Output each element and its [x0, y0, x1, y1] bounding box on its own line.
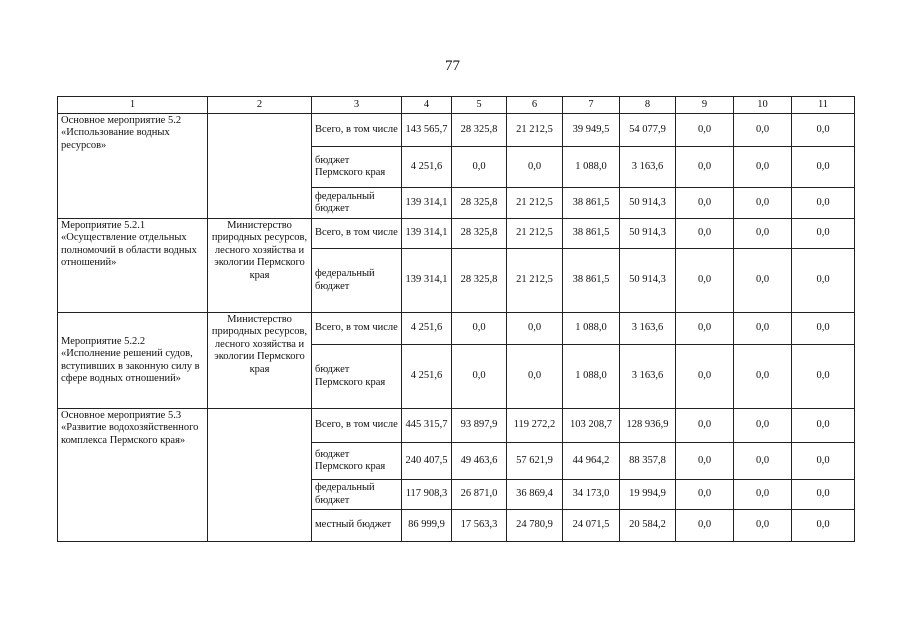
value-cell-col-5: 93 897,9 [452, 409, 507, 443]
value-cell-col-7: 24 071,5 [563, 510, 620, 542]
measure-name-cell: Основное мероприятие 5.3 «Развитие водохозяйственного комплекса Пермского края» [58, 409, 208, 542]
value-cell-col-8: 3 163,6 [620, 345, 676, 409]
budget-table [57, 96, 855, 542]
value-cell-col-9: 0,0 [676, 510, 734, 542]
funding-source-cell: местный бюджет [312, 510, 402, 542]
value-cell-col-9: 0,0 [676, 219, 734, 249]
value-cell-col-7: 1 088,0 [563, 345, 620, 409]
value-cell-col-11: 0,0 [792, 345, 855, 409]
funding-source-cell: федеральный бюджет [312, 188, 402, 219]
value-cell-col-5: 28 325,8 [452, 249, 507, 313]
value-cell-col-5: 0,0 [452, 313, 507, 345]
executor-cell: Министерство природных ресурсов, лесного хозяйства и экологии Пермского края [208, 219, 312, 313]
value-cell-col-6: 21 212,5 [507, 249, 563, 313]
funding-source-cell: бюджет Пермского края [312, 443, 402, 480]
value-cell-col-9: 0,0 [676, 409, 734, 443]
value-cell-col-5: 0,0 [452, 345, 507, 409]
value-cell-col-10: 0,0 [734, 480, 792, 510]
value-cell-col-8: 19 994,9 [620, 480, 676, 510]
value-cell-col-11: 0,0 [792, 443, 855, 480]
funding-source-cell: бюджет Пермского края [312, 147, 402, 188]
value-cell-col-8: 54 077,9 [620, 114, 676, 147]
value-cell-col-9: 0,0 [676, 313, 734, 345]
value-cell-col-11: 0,0 [792, 409, 855, 443]
funding-source-cell: Всего, в том числе [312, 219, 402, 249]
value-cell-col-4: 117 908,3 [402, 480, 452, 510]
value-cell-col-8: 20 584,2 [620, 510, 676, 542]
value-cell-col-5: 0,0 [452, 147, 507, 188]
value-cell-col-6: 36 869,4 [507, 480, 563, 510]
value-cell-col-6: 0,0 [507, 345, 563, 409]
column-header-5: 5 [452, 97, 507, 114]
funding-source-cell: федеральный бюджет [312, 480, 402, 510]
value-cell-col-4: 4 251,6 [402, 147, 452, 188]
funding-source-cell: Всего, в том числе [312, 409, 402, 443]
value-cell-col-7: 103 208,7 [563, 409, 620, 443]
column-header-6: 6 [507, 97, 563, 114]
value-cell-col-10: 0,0 [734, 443, 792, 480]
value-cell-col-6: 0,0 [507, 147, 563, 188]
measure-name-cell: Основное мероприятие 5.2 «Использование водных ресурсов» [58, 114, 208, 219]
measure-name-cell: Мероприятие 5.2.1 «Осуществление отдельных полномочий в области водных отношений» [58, 219, 208, 313]
table-header [58, 97, 855, 114]
funding-source-cell: Всего, в том числе [312, 114, 402, 147]
value-cell-col-4: 445 315,7 [402, 409, 452, 443]
value-cell-col-5: 49 463,6 [452, 443, 507, 480]
value-cell-col-8: 3 163,6 [620, 147, 676, 188]
value-cell-col-9: 0,0 [676, 345, 734, 409]
value-cell-col-6: 24 780,9 [507, 510, 563, 542]
value-cell-col-7: 39 949,5 [563, 114, 620, 147]
value-cell-col-8: 3 163,6 [620, 313, 676, 345]
value-cell-col-10: 0,0 [734, 249, 792, 313]
value-cell-col-10: 0,0 [734, 147, 792, 188]
value-cell-col-5: 28 325,8 [452, 114, 507, 147]
value-cell-col-6: 0,0 [507, 313, 563, 345]
executor-cell: Министерство природных ресурсов, лесного хозяйства и экологии Пермского края [208, 313, 312, 409]
column-header-8: 8 [620, 97, 676, 114]
value-cell-col-8: 88 357,8 [620, 443, 676, 480]
table-body [58, 114, 855, 542]
value-cell-col-11: 0,0 [792, 219, 855, 249]
header-row [58, 97, 855, 114]
value-cell-col-11: 0,0 [792, 249, 855, 313]
value-cell-col-6: 21 212,5 [507, 114, 563, 147]
value-cell-col-9: 0,0 [676, 188, 734, 219]
value-cell-col-10: 0,0 [734, 409, 792, 443]
page-number: 77 [445, 58, 460, 74]
value-cell-col-10: 0,0 [734, 188, 792, 219]
value-cell-col-7: 1 088,0 [563, 313, 620, 345]
column-header-4: 4 [402, 97, 452, 114]
column-header-7: 7 [563, 97, 620, 114]
value-cell-col-6: 57 621,9 [507, 443, 563, 480]
value-cell-col-11: 0,0 [792, 147, 855, 188]
measure-name-cell: Мероприятие 5.2.2 «Исполнение решений судов, вступивших в законную силу в сфере водных отношений» [58, 313, 208, 409]
value-cell-col-11: 0,0 [792, 480, 855, 510]
value-cell-col-9: 0,0 [676, 249, 734, 313]
column-header-11: 11 [792, 97, 855, 114]
value-cell-col-7: 38 861,5 [563, 188, 620, 219]
value-cell-col-10: 0,0 [734, 114, 792, 147]
executor-cell [208, 114, 312, 219]
value-cell-col-11: 0,0 [792, 510, 855, 542]
value-cell-col-5: 28 325,8 [452, 188, 507, 219]
value-cell-col-10: 0,0 [734, 510, 792, 542]
value-cell-col-5: 17 563,3 [452, 510, 507, 542]
value-cell-col-11: 0,0 [792, 188, 855, 219]
value-cell-col-4: 4 251,6 [402, 313, 452, 345]
value-cell-col-7: 38 861,5 [563, 219, 620, 249]
value-cell-col-4: 139 314,1 [402, 188, 452, 219]
executor-cell [208, 409, 312, 542]
value-cell-col-4: 143 565,7 [402, 114, 452, 147]
value-cell-col-7: 34 173,0 [563, 480, 620, 510]
value-cell-col-6: 119 272,2 [507, 409, 563, 443]
value-cell-col-9: 0,0 [676, 443, 734, 480]
value-cell-col-4: 240 407,5 [402, 443, 452, 480]
column-header-2: 2 [208, 97, 312, 114]
funding-source-cell: Всего, в том числе [312, 313, 402, 345]
table-row [58, 114, 855, 147]
value-cell-col-11: 0,0 [792, 313, 855, 345]
value-cell-col-8: 128 936,9 [620, 409, 676, 443]
column-header-3: 3 [312, 97, 402, 114]
value-cell-col-7: 38 861,5 [563, 249, 620, 313]
value-cell-col-7: 1 088,0 [563, 147, 620, 188]
column-header-1: 1 [58, 97, 208, 114]
value-cell-col-4: 139 314,1 [402, 219, 452, 249]
column-header-9: 9 [676, 97, 734, 114]
funding-source-cell: бюджет Пермского края [312, 345, 402, 409]
value-cell-col-9: 0,0 [676, 147, 734, 188]
value-cell-col-10: 0,0 [734, 313, 792, 345]
value-cell-col-11: 0,0 [792, 114, 855, 147]
value-cell-col-8: 50 914,3 [620, 188, 676, 219]
value-cell-col-5: 26 871,0 [452, 480, 507, 510]
value-cell-col-6: 21 212,5 [507, 219, 563, 249]
funding-source-cell: федеральный бюджет [312, 249, 402, 313]
value-cell-col-7: 44 964,2 [563, 443, 620, 480]
column-header-10: 10 [734, 97, 792, 114]
value-cell-col-9: 0,0 [676, 114, 734, 147]
value-cell-col-8: 50 914,3 [620, 249, 676, 313]
value-cell-col-9: 0,0 [676, 480, 734, 510]
table-row [58, 409, 855, 443]
table-row [58, 219, 855, 249]
value-cell-col-5: 28 325,8 [452, 219, 507, 249]
table-row [58, 313, 855, 345]
value-cell-col-10: 0,0 [734, 219, 792, 249]
value-cell-col-6: 21 212,5 [507, 188, 563, 219]
value-cell-col-4: 139 314,1 [402, 249, 452, 313]
value-cell-col-4: 86 999,9 [402, 510, 452, 542]
value-cell-col-10: 0,0 [734, 345, 792, 409]
value-cell-col-4: 4 251,6 [402, 345, 452, 409]
value-cell-col-8: 50 914,3 [620, 219, 676, 249]
